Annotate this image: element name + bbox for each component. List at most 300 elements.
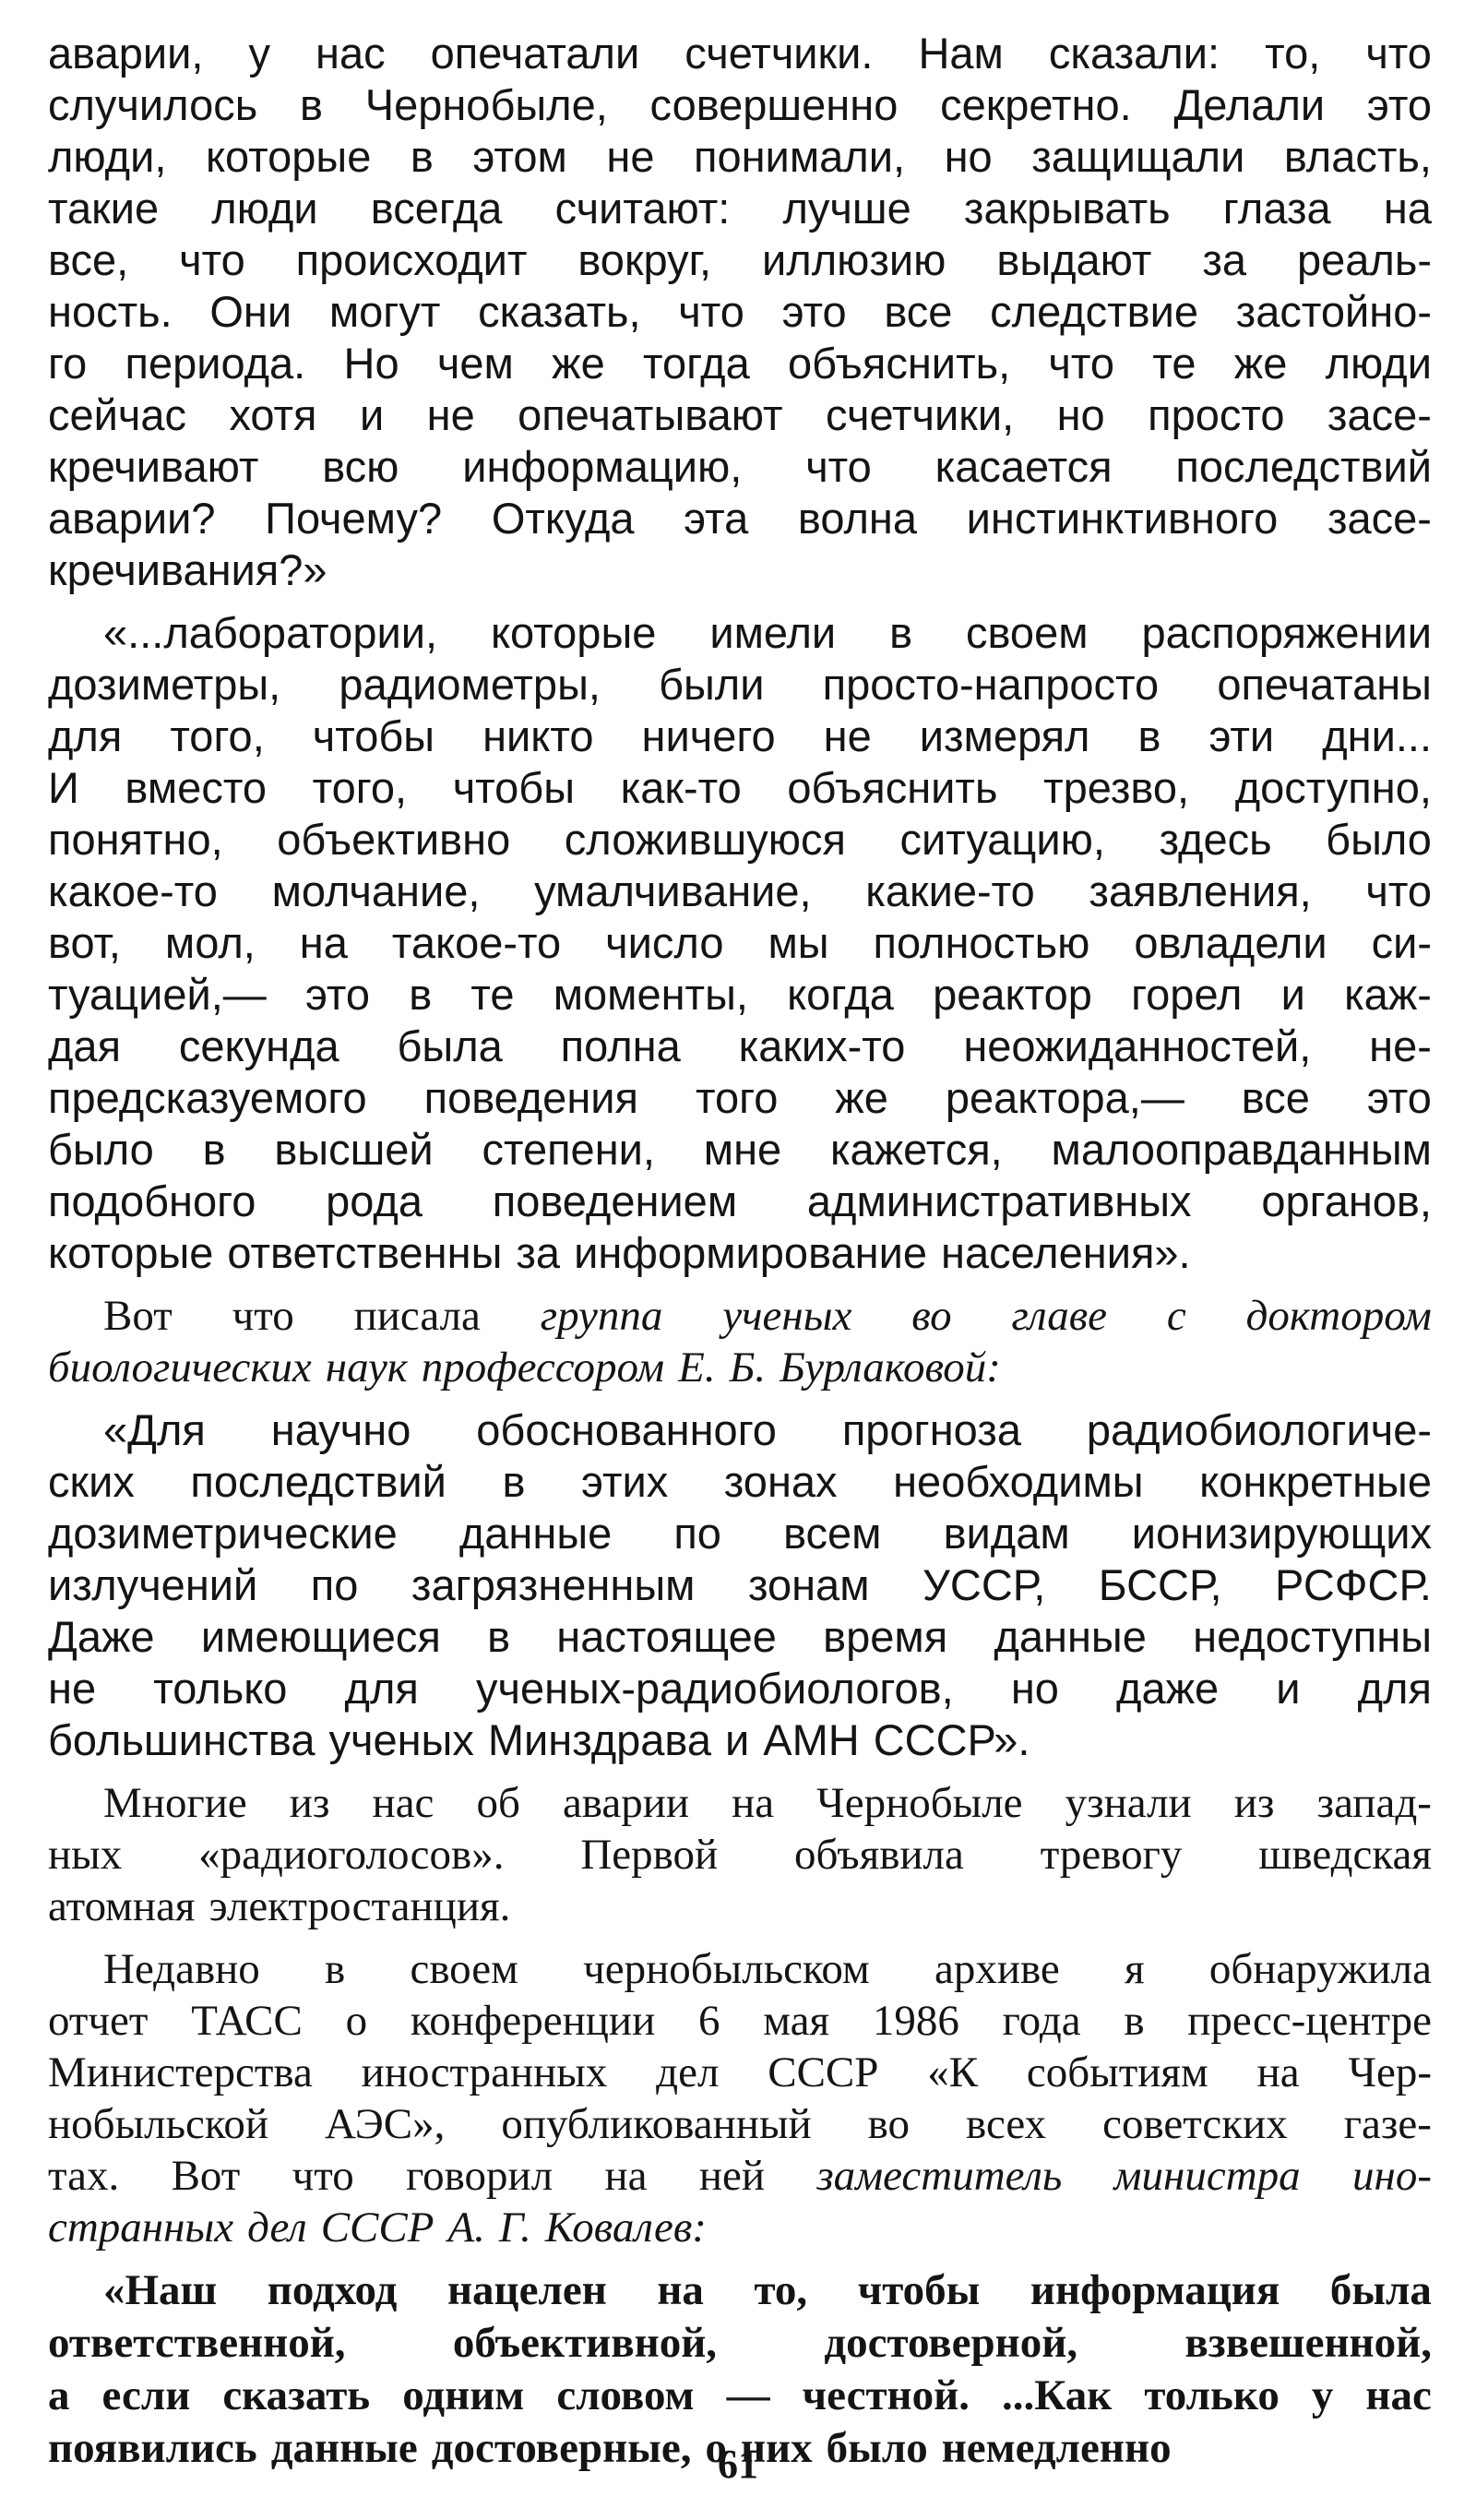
word: закрывать (963, 184, 1171, 233)
word: — (726, 2371, 770, 2419)
word: секунда (178, 1021, 339, 1070)
word: что (678, 287, 744, 336)
word: только (1144, 2371, 1280, 2419)
word: необходимы (893, 1457, 1144, 1506)
word: группа (540, 1292, 663, 1340)
word: ских (48, 1457, 135, 1506)
word: по (310, 1560, 359, 1609)
word: трезво, (1043, 763, 1190, 812)
word: всех (966, 2100, 1047, 2148)
word: чтобы (857, 2266, 981, 2314)
word: аварии? (48, 494, 216, 543)
word: в (1137, 711, 1161, 760)
word: СССР». (873, 1715, 1030, 1764)
word: во (911, 1292, 952, 1340)
word: объективно (277, 815, 511, 864)
word: все (1241, 1073, 1310, 1122)
word: дел (247, 2204, 307, 2251)
word: всегда (370, 184, 503, 233)
word: волна (797, 494, 917, 543)
word: Чернобыле (816, 1779, 1023, 1827)
text-line (48, 79, 1432, 131)
word: говорил (406, 2152, 554, 2200)
word: ситуацию, (899, 815, 1105, 864)
word: писала (353, 1292, 481, 1340)
text-line (48, 389, 1432, 441)
word: административных (806, 1176, 1192, 1225)
word: БССР, (1098, 1560, 1222, 1609)
word: и (359, 390, 385, 439)
word: одним (402, 2371, 525, 2419)
word: здесь (1159, 815, 1272, 864)
text-line (48, 866, 1432, 917)
word: что (232, 1292, 294, 1340)
word: Вот (103, 1292, 173, 1340)
word: мол, (164, 918, 256, 967)
paragraph-p1 (48, 28, 1432, 596)
word: те (470, 970, 515, 1019)
word: молчание, (271, 866, 481, 915)
word: Минздрава (487, 1715, 712, 1764)
text-line (48, 1176, 1432, 1227)
word: умалчивание, (534, 866, 812, 915)
word: на (1383, 184, 1432, 233)
word: подход (267, 2266, 398, 2314)
word: на (732, 1779, 775, 1827)
word: на (1256, 2048, 1300, 2096)
word: которые (490, 608, 657, 657)
word: для (48, 711, 123, 760)
text-line (48, 2264, 1432, 2317)
word: зонам (747, 1560, 870, 1609)
text-line (48, 1508, 1432, 1559)
text-line (48, 1943, 1432, 1995)
text-line (48, 338, 1432, 389)
word: заместитель (816, 2152, 1063, 2200)
word: овладели (1134, 918, 1327, 967)
word: были (659, 660, 765, 709)
word: загрязненным (411, 1560, 696, 1609)
word: ней (698, 2152, 765, 2200)
paragraph-gap (48, 1393, 1432, 1404)
text-line (48, 1559, 1432, 1611)
text-line (48, 1404, 1432, 1456)
word: видам (943, 1509, 1070, 1558)
word: у (248, 29, 270, 78)
word: настоящее (556, 1612, 777, 1661)
word: отчет (48, 1997, 149, 2045)
word: что (1365, 29, 1432, 78)
word: ных (48, 1831, 123, 1879)
word: засе- (1327, 390, 1432, 439)
word: запад- (1316, 1779, 1432, 1827)
word: «Наш (103, 2266, 218, 2314)
word: могут (328, 287, 441, 336)
text-line (48, 234, 1432, 286)
word: секретно. (940, 80, 1132, 129)
word: зонах (723, 1457, 838, 1506)
paragraph-gap (48, 1932, 1432, 1943)
word: А. (447, 2204, 485, 2251)
word: что (1048, 339, 1115, 388)
word: ТАСС (191, 1997, 303, 2045)
word: поведением (492, 1176, 738, 1225)
word: реактор (933, 970, 1092, 1019)
text-line (48, 1456, 1432, 1508)
word: появились (48, 2424, 257, 2472)
word: достоверной, (824, 2319, 1078, 2367)
book-page-text (48, 28, 1432, 2475)
word: конференции (410, 1997, 656, 2045)
word: засе- (1327, 494, 1432, 543)
word: которые (48, 1228, 214, 1277)
text-line (48, 1072, 1432, 1124)
text-line (48, 659, 1432, 711)
word: это (304, 970, 371, 1019)
text-line (48, 1829, 1432, 1881)
word: Они (209, 287, 292, 336)
word: научно (270, 1405, 411, 1454)
word: защищали (1031, 132, 1245, 181)
word: имели (709, 608, 837, 657)
text-line (48, 1881, 1432, 1932)
word: если (101, 2371, 191, 2419)
word: АЭС», (324, 2100, 446, 2148)
word: населения». (941, 1228, 1191, 1277)
text-line (48, 286, 1432, 338)
word: но (1056, 390, 1105, 439)
word: с (1166, 1292, 1186, 1340)
word: власть, (1283, 132, 1432, 181)
word: не (823, 711, 872, 760)
word: вокруг, (577, 235, 712, 284)
word: УССР, (922, 1560, 1046, 1609)
word: эта (684, 494, 749, 543)
word: сложившуюся (564, 815, 846, 864)
word: хотя (229, 390, 317, 439)
word: последствий (190, 1457, 446, 1506)
word: такое-то (391, 918, 562, 967)
word: 6 (697, 1997, 720, 2045)
word: дни... (1322, 711, 1432, 760)
word: и (1276, 1664, 1301, 1713)
word: было (48, 1125, 154, 1174)
word: этих (581, 1457, 669, 1506)
word: АМН (763, 1715, 860, 1764)
word: пресс-центре (1187, 1997, 1432, 2045)
word: того, (170, 711, 265, 760)
word: ионизирующих (1131, 1509, 1432, 1558)
word: была (397, 1021, 503, 1070)
word: них (740, 2424, 813, 2472)
word: мы (768, 918, 829, 967)
word: Но (343, 339, 399, 388)
word: обнаружила (1208, 1945, 1432, 1993)
word: все, (48, 235, 129, 284)
word: заявления, (1089, 866, 1312, 915)
word: объявила (794, 1831, 964, 1879)
word: Делали (1173, 80, 1326, 129)
word: кречивания?» (48, 545, 327, 594)
word: ничего (641, 711, 776, 760)
word: доктором (1245, 1292, 1432, 1340)
word: была (1329, 2266, 1432, 2314)
word: которые (205, 132, 372, 181)
paragraph-p4 (48, 1404, 1432, 1766)
word: данные (270, 2424, 418, 2472)
word: шведская (1258, 1831, 1432, 1879)
word: те (1152, 339, 1196, 388)
text-line (48, 493, 1432, 544)
word: только (153, 1664, 288, 1713)
text-line (48, 131, 1432, 183)
word: на (604, 2152, 648, 2200)
word: того (695, 1073, 779, 1122)
word: недоступны (1193, 1612, 1432, 1661)
word: чернобыльском (583, 1945, 870, 1993)
word: дозиметры, (48, 660, 281, 709)
word: опечатывают (518, 390, 783, 439)
word: Недавно (103, 1945, 260, 1993)
word: же (1233, 339, 1288, 388)
text-line (48, 2202, 1432, 2253)
paragraph-p2 (48, 607, 1432, 1279)
text-line (48, 28, 1432, 79)
word: главе (1011, 1292, 1107, 1340)
word: данные (994, 1612, 1147, 1661)
text-line (48, 2317, 1432, 2370)
word: о (345, 1997, 368, 2045)
word: тогда (643, 339, 750, 388)
word: И (48, 763, 79, 812)
word: время (823, 1612, 948, 1661)
word: подобного (48, 1176, 256, 1225)
word: Е. (678, 1344, 716, 1391)
word: каких-то (738, 1021, 906, 1070)
word: доступно, (1234, 763, 1432, 812)
word: о (705, 2424, 727, 2472)
word: министра (1113, 2152, 1301, 2200)
word: нас (372, 1779, 434, 1827)
word: малооправданным (1051, 1125, 1432, 1174)
word: информирование (574, 1228, 927, 1277)
word: это (1366, 1073, 1432, 1122)
word: Первой (580, 1831, 719, 1879)
text-line (48, 711, 1432, 762)
word: немедленно (941, 2424, 1172, 2472)
word: органов, (1261, 1176, 1432, 1225)
word: тревогу (1040, 1831, 1183, 1879)
word: Бурлаковой: (780, 1344, 1001, 1391)
word: сказать, (478, 287, 641, 336)
text-line (48, 1995, 1432, 2047)
word: на (299, 918, 348, 967)
word: то, (754, 2266, 808, 2314)
word: информация (1030, 2266, 1280, 2314)
word: эти (1208, 711, 1275, 760)
word: этом (472, 132, 567, 181)
word: дая (48, 1021, 122, 1070)
word: советских (1102, 2100, 1288, 2148)
word: каж- (1344, 970, 1432, 1019)
word: за (516, 1228, 561, 1277)
word: какие-то (865, 866, 1035, 915)
word: своем (410, 1945, 518, 1993)
word: СССР (320, 2204, 434, 2251)
word: это (781, 287, 847, 336)
word: опечатали (430, 29, 640, 78)
word: у (1311, 2371, 1334, 2419)
word: профессором (421, 1344, 665, 1391)
word: Почему? (265, 494, 443, 543)
word: тах. (48, 2152, 120, 2200)
word: опубликованный (501, 2100, 812, 2148)
word: вместо (125, 763, 267, 812)
word: было (826, 2424, 928, 2472)
word: «радиоголосов». (198, 1831, 505, 1879)
word: си- (1371, 918, 1432, 967)
word: неожиданностей, (963, 1021, 1312, 1070)
word: вот, (48, 918, 121, 967)
word: большинства (48, 1715, 315, 1764)
word: и (1280, 970, 1305, 1019)
word: кречивают (48, 442, 259, 491)
word: на (657, 2266, 704, 2314)
paragraph-p6 (48, 1943, 1432, 2253)
text-line (48, 544, 1432, 596)
word: иллюзию (762, 235, 946, 284)
text-line (48, 969, 1432, 1021)
word: полна (560, 1021, 681, 1070)
word: в (202, 1125, 226, 1174)
text-line (48, 2150, 1432, 2202)
word: дел (656, 2048, 720, 2096)
word: же (552, 339, 605, 388)
word: во (867, 2100, 911, 2148)
word: поведения (423, 1073, 638, 1122)
text-line (48, 1663, 1432, 1714)
word: нас (1365, 2371, 1432, 2419)
word: это (1366, 80, 1432, 129)
word: «Для (103, 1405, 206, 1454)
word: Чер- (1348, 2048, 1432, 2096)
word: нобыльской (48, 2100, 268, 2148)
word: не (426, 390, 475, 439)
word: Ковалев: (544, 2204, 707, 2251)
word: сейчас (48, 390, 187, 439)
word: просто (1148, 390, 1285, 439)
word: реактора,— (945, 1073, 1184, 1122)
word: как-то (620, 763, 742, 812)
word: не (606, 132, 655, 181)
word: нас (315, 29, 386, 78)
word: рода (326, 1176, 423, 1225)
word: мая (763, 1997, 830, 2045)
word: предсказуемого (48, 1073, 367, 1122)
word: газе- (1343, 2100, 1432, 2148)
word: все (884, 287, 953, 336)
text-line (48, 917, 1432, 969)
word: опечатаны (1217, 660, 1432, 709)
word: из (1233, 1779, 1275, 1827)
word: объективной, (452, 2319, 718, 2367)
word: СССР (768, 2048, 879, 2096)
word: го (48, 339, 88, 388)
word: что (292, 2152, 354, 2200)
word: достоверные, (431, 2424, 692, 2472)
word: в (502, 1457, 526, 1506)
word: Откуда (491, 494, 635, 543)
text-line (48, 607, 1432, 659)
word: было (1326, 815, 1432, 864)
word: выдают (996, 235, 1152, 284)
word: Г. (498, 2204, 531, 2251)
word: ...Как (1001, 2371, 1113, 2419)
word: какое-то (48, 866, 218, 915)
word: число (605, 918, 724, 967)
word: моменты, (553, 970, 748, 1019)
word: не (48, 1664, 97, 1713)
word: за (1202, 235, 1247, 284)
word: 1986 (872, 1997, 959, 2045)
word: словом (556, 2371, 695, 2419)
word: что (179, 235, 245, 284)
word: Вот (171, 2152, 241, 2200)
word: полностью (873, 918, 1090, 967)
word: степени, (482, 1125, 655, 1174)
word: глаза (1222, 184, 1331, 233)
word: когда (787, 970, 894, 1019)
word: последствий (1175, 442, 1432, 491)
word: «К (927, 2048, 979, 2096)
word: а (48, 2371, 70, 2419)
word: радиобиологиче- (1086, 1405, 1432, 1454)
word: то, (1265, 29, 1321, 78)
word: люди, (48, 132, 167, 181)
word: туацией,— (48, 970, 267, 1019)
word: реаль- (1297, 235, 1432, 284)
word: чтобы (452, 763, 576, 812)
word: данные (458, 1509, 613, 1558)
word: в (325, 1945, 346, 1993)
word: атомная (48, 1882, 196, 1930)
word: Многие (103, 1779, 247, 1827)
word: об (476, 1779, 520, 1827)
word: обоснованного (476, 1405, 777, 1454)
word: наук (325, 1344, 408, 1391)
word: распоряжении (1141, 608, 1432, 657)
word: периода. (125, 339, 306, 388)
word: следствие (990, 287, 1198, 336)
word: случилось (48, 80, 258, 129)
word: прогноза (841, 1405, 1021, 1454)
word: сказать (222, 2371, 371, 2419)
paragraph-p5 (48, 1777, 1432, 1932)
word: чем (436, 339, 514, 388)
page-number: 61 (718, 2442, 758, 2487)
word: просто-напросто (822, 660, 1160, 709)
word: Даже (48, 1612, 155, 1661)
word: ответственны (227, 1228, 503, 1277)
text-line (48, 2370, 1432, 2422)
word: в (487, 1612, 511, 1661)
word: в (300, 80, 323, 129)
word: люди (1325, 339, 1432, 388)
text-line (48, 1714, 1432, 1766)
word: аварии, (48, 29, 204, 78)
word: измерял (919, 711, 1090, 760)
word: не- (1369, 1021, 1432, 1070)
